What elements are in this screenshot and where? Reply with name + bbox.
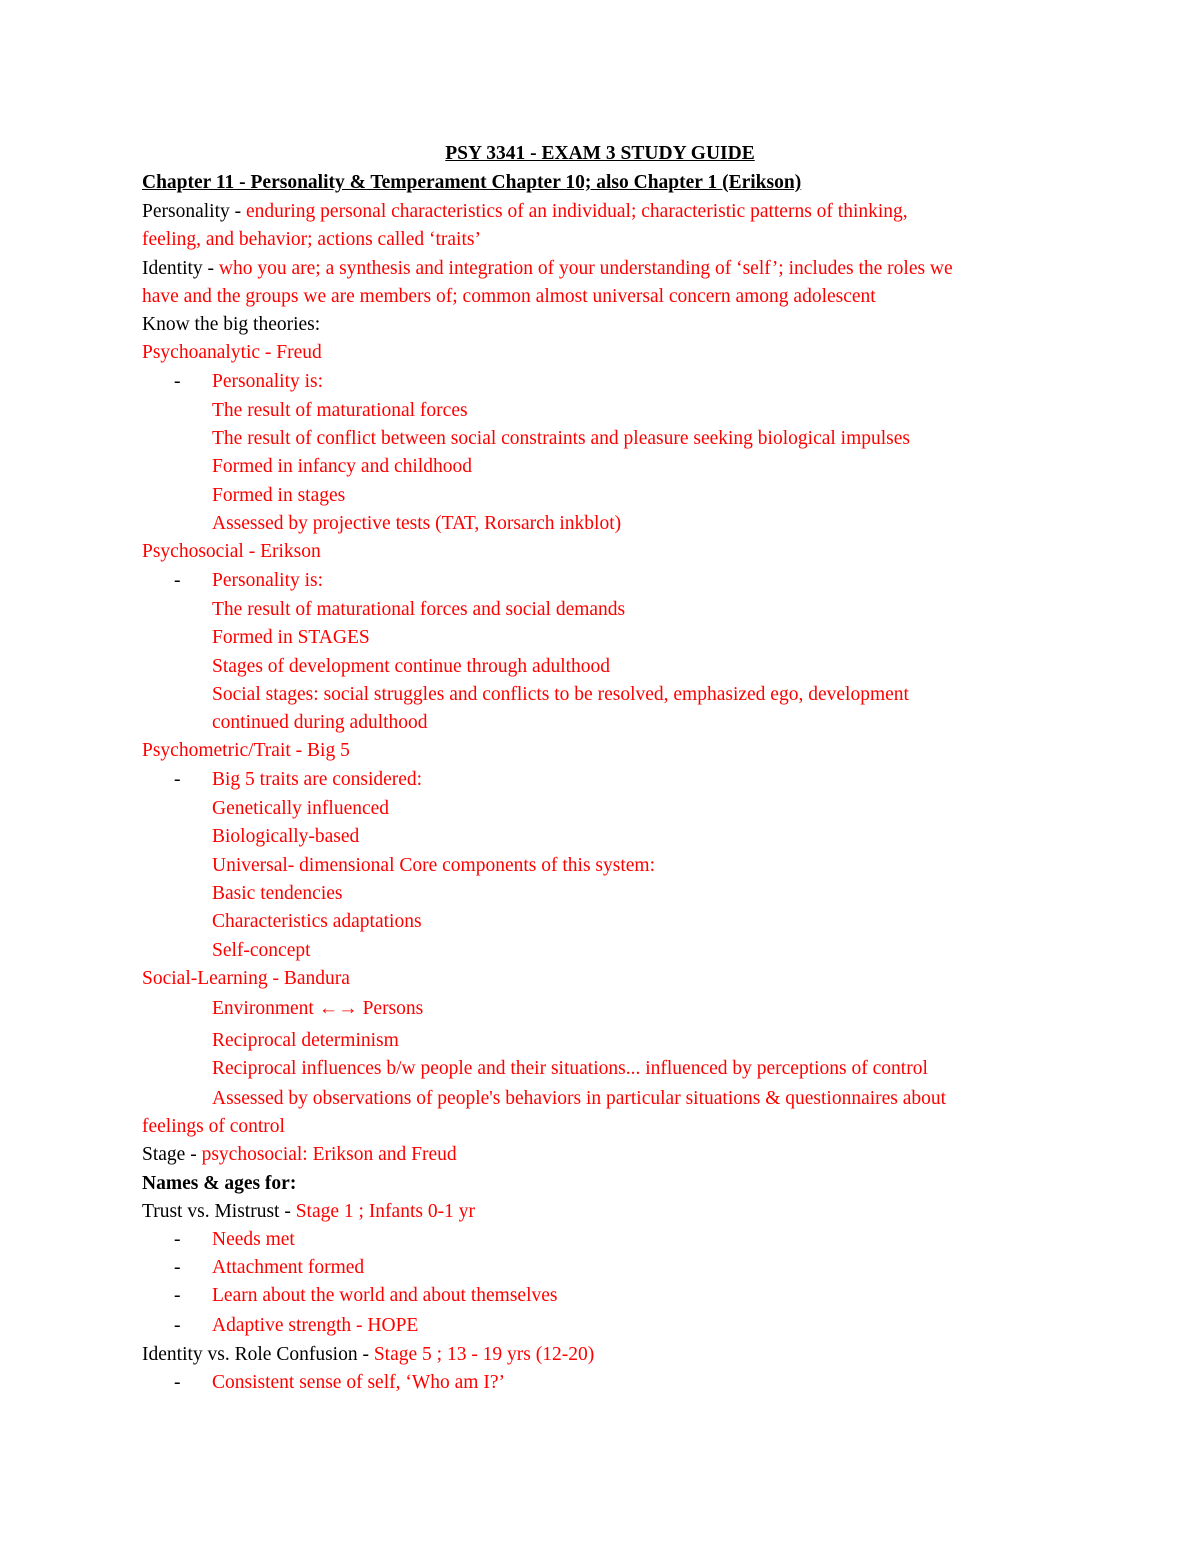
psychosocial-item: Stages of development continue through adulthood xyxy=(212,656,611,677)
bullet-dash: - xyxy=(174,570,181,591)
social-learning-item: Reciprocal determinism xyxy=(212,1030,399,1051)
social-learning-item: Assessed by observations of people's behaviors in particular situations & questionnaires about xyxy=(212,1088,947,1109)
trust-term: Trust vs. Mistrust - xyxy=(142,1201,296,1222)
psychosocial-lead: Personality is: xyxy=(212,570,324,591)
psychosocial-item: Social stages: social struggles and conflicts to be resolved, emphasized ego, development xyxy=(212,684,909,705)
personality-definition xyxy=(142,198,1042,226)
social-learning-wrap: feelings of control xyxy=(142,1116,285,1137)
bullet-dash: - xyxy=(174,1229,181,1250)
personality-term: Personality - xyxy=(142,201,246,222)
psychometric-item: Basic tendencies xyxy=(212,883,343,904)
psychosocial-item: The result of maturational forces and social demands xyxy=(212,599,626,620)
psychoanalytic-item: Formed in stages xyxy=(212,485,346,506)
stage-definition xyxy=(142,1141,1042,1169)
psychoanalytic-item: Formed in infancy and childhood xyxy=(212,456,472,477)
trust-mistrust-heading xyxy=(142,1198,1042,1226)
trust-def: Stage 1 ; Infants 0-1 yr xyxy=(295,1201,475,1222)
chapter-heading: Chapter 11 - Personality & Temperament Chapter 10; also Chapter 1 (Erikson) xyxy=(142,172,802,193)
identity-definition xyxy=(142,255,1042,283)
psychometric-item: Genetically influenced xyxy=(212,798,390,819)
trust-item: Attachment formed xyxy=(212,1257,365,1278)
personality-def-line2: feeling, and behavior; actions called ‘traits’ xyxy=(142,229,481,250)
identity-def-line2: have and the groups we are members of; common almost universal concern among adolescent xyxy=(142,286,876,307)
psychometric-lead: Big 5 traits are considered: xyxy=(212,769,423,790)
page-title: PSY 3341 - EXAM 3 STUDY GUIDE xyxy=(445,143,755,164)
identity-term: Identity - xyxy=(142,258,219,279)
psychosocial-item: Formed in STAGES xyxy=(212,627,370,648)
personality-def-line1: enduring personal characteristics of an individual; characteristic patterns of thinking, xyxy=(245,201,908,222)
social-learning-item: Reciprocal influences b/w people and their situations... influenced by perceptions of control xyxy=(212,1058,928,1079)
identity-role-item: Consistent sense of self, ‘Who am I?’ xyxy=(212,1372,505,1393)
psychosocial-heading: Psychosocial - Erikson xyxy=(142,541,321,562)
social-learning-item: Environment ←→ Persons xyxy=(212,998,424,1019)
psychosocial-item: continued during adulthood xyxy=(212,712,428,733)
identity-role-heading xyxy=(142,1341,1042,1369)
know-theories-label: Know the big theories: xyxy=(142,314,321,335)
bullet-dash: - xyxy=(174,1257,181,1278)
psychometric-item: Biologically-based xyxy=(212,826,360,847)
psychometric-item: Self-concept xyxy=(212,940,311,961)
stage-def: psychosocial: Erikson and Freud xyxy=(201,1144,457,1165)
bullet-dash: - xyxy=(174,1315,181,1336)
psychoanalytic-item: The result of maturational forces xyxy=(212,400,468,421)
psychoanalytic-heading: Psychoanalytic - Freud xyxy=(142,342,322,363)
stage-term: Stage - xyxy=(142,1144,202,1165)
names-ages-heading: Names & ages for: xyxy=(142,1173,297,1194)
bullet-dash: - xyxy=(174,1372,181,1393)
identity-role-def: Stage 5 ; 13 - 19 yrs (12-20) xyxy=(373,1344,595,1365)
psychometric-item: Universal- dimensional Core components of this system: xyxy=(212,855,656,876)
bullet-dash: - xyxy=(174,371,181,392)
psychoanalytic-item: The result of conflict between social constraints and pleasure seeking biological impulses xyxy=(212,428,911,449)
psychoanalytic-item: Assessed by projective tests (TAT, Rorsarch inkblot) xyxy=(212,513,622,534)
identity-role-term: Identity vs. Role Confusion - xyxy=(142,1344,374,1365)
trust-item: Learn about the world and about themselves xyxy=(212,1285,558,1306)
psychometric-heading: Psychometric/Trait - Big 5 xyxy=(142,740,350,761)
bullet-dash: - xyxy=(174,769,181,790)
trust-item: Adaptive strength - HOPE xyxy=(212,1315,419,1336)
trust-item: Needs met xyxy=(212,1229,295,1250)
identity-def-line1: who you are; a synthesis and integration of your understanding of ‘self’; includes the roles we xyxy=(218,258,953,279)
psychometric-item: Characteristics adaptations xyxy=(212,911,422,932)
bullet-dash: - xyxy=(174,1285,181,1306)
social-learning-heading: Social-Learning - Bandura xyxy=(142,968,350,989)
psychoanalytic-lead: Personality is: xyxy=(212,371,324,392)
